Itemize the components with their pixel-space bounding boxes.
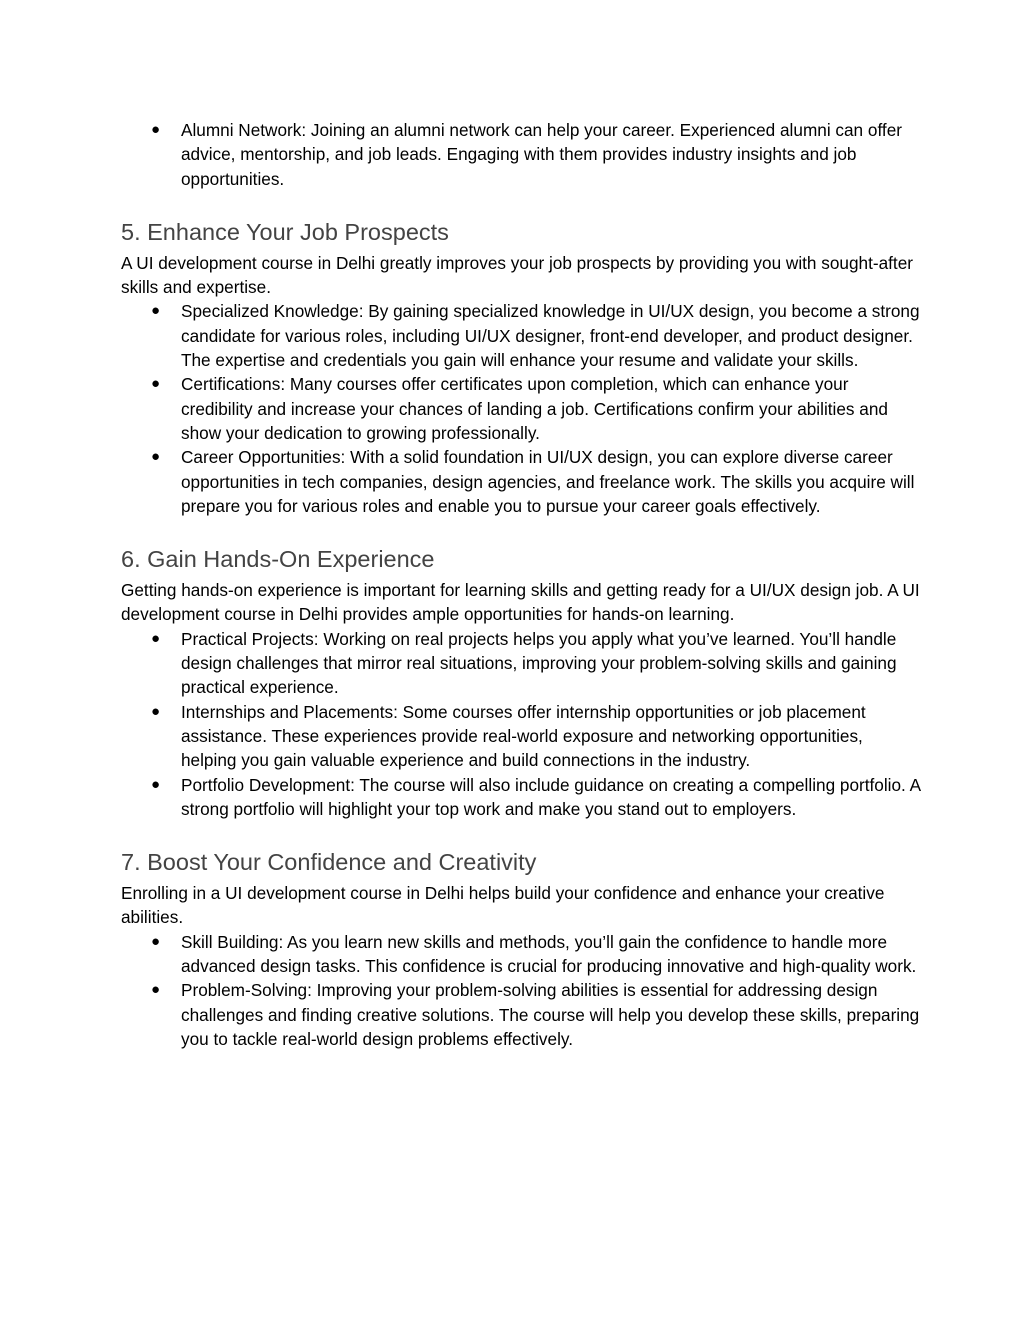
- list-item: [121, 773, 921, 822]
- bullet-icon: ●: [151, 375, 161, 393]
- list-item: [121, 118, 921, 191]
- list-item: [121, 372, 921, 445]
- bullet-icon: ●: [151, 448, 161, 466]
- list-item: [121, 978, 921, 1051]
- list-item: [121, 700, 921, 773]
- section-confidence-creativity: [121, 847, 921, 1051]
- section-bullet-list: [121, 627, 921, 821]
- list-item-text: Specialized Knowledge: By gaining specialized knowledge in UI/UX design, you become a strong candidate for various roles, including UI/UX designer, front-end developer, and product designer. The expertise and credentials you gain will enhance your resume and validate your skills.: [181, 301, 920, 371]
- list-item-text: Internships and Placements: Some courses offer internship opportunities or job placement assistance. These experiences provide real-world exposure and networking opportunities, helping you gain valuable experience and build connections in the industry.: [181, 701, 866, 771]
- list-item: [121, 445, 921, 518]
- top-bullet-list: [121, 118, 921, 191]
- section-intro: A UI development course in Delhi greatly improves your job prospects by providing you with sought-after skills and expertise.: [121, 252, 913, 298]
- section-bullet-list: [121, 930, 921, 1051]
- list-item-text: Career Opportunities: With a solid foundation in UI/UX design, you can explore diverse career opportunities in tech companies, design agencies, and freelance work. The skills you acquire will prepare you for various roles and enable you to pursue your career goals effectively.: [181, 447, 915, 516]
- bullet-icon: ●: [151, 775, 161, 793]
- list-item-text: Skill Building: As you learn new skills and methods, you’ll gain the confidence to handle more advanced design tasks. This confidence is crucial for producing innovative and high-quality work.: [181, 931, 917, 977]
- list-item: [121, 930, 921, 979]
- section-heading: 7. Boost Your Confidence and Creativity: [121, 849, 537, 876]
- section-heading: 6. Gain Hands-On Experience: [121, 546, 435, 573]
- section-job-prospects: [121, 217, 921, 518]
- bullet-icon: ●: [151, 702, 161, 720]
- list-item: [121, 627, 921, 700]
- section-intro: Enrolling in a UI development course in Delhi helps build your confidence and enhance your creative abilities.: [121, 883, 885, 928]
- list-item: [121, 299, 921, 372]
- bullet-icon: ●: [151, 302, 161, 320]
- document-content: [121, 118, 921, 1051]
- section-bullet-list: [121, 299, 921, 518]
- section-intro: Getting hands-on experience is important for learning skills and getting ready for a UI/UX design job. A UI development course in Delhi provides ample opportunities for hands-on learning.: [121, 580, 920, 625]
- section-hands-on-experience: [121, 544, 921, 821]
- list-item-text: Alumni Network: Joining an alumni network can help your career. Experienced alumni can offer advice, mentorship, and job leads. Engaging with them provides industry insights and job opportunities.: [181, 120, 902, 189]
- list-item-text: Problem-Solving: Improving your problem-solving abilities is essential for addressing design challenges and finding creative solutions. The course will help you develop these skills, preparing you to tackle real-world design problems effectively.: [181, 980, 920, 1049]
- list-item-text: Portfolio Development: The course will also include guidance on creating a compelling portfolio. A strong portfolio will highlight your top work and make you stand out to employers.: [181, 774, 921, 819]
- bullet-icon: ●: [151, 981, 161, 999]
- section-heading: 5. Enhance Your Job Prospects: [121, 218, 449, 245]
- bullet-icon: ●: [151, 121, 161, 138]
- bullet-icon: ●: [151, 629, 161, 647]
- list-item-text: Certifications: Many courses offer certificates upon completion, which can enhance your credibility and increase your chances of landing a job. Certifications confirm your abilities and show your dedication to growing professionally.: [181, 374, 888, 443]
- list-item-text: Practical Projects: Working on real projects helps you apply what you’ve learned. You’ll handle design challenges that mirror real situations, improving your problem-solving skills and gaining practical experience.: [181, 628, 897, 698]
- bullet-icon: ●: [151, 932, 161, 950]
